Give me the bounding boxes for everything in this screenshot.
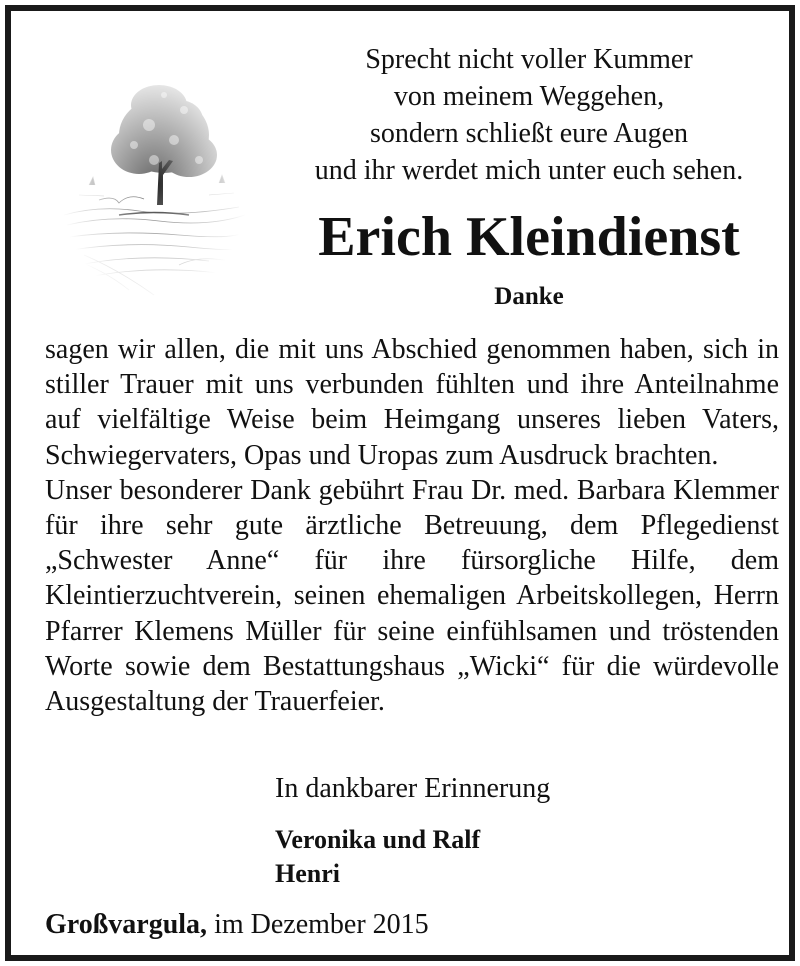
signer-name: Henri <box>275 859 340 888</box>
poem-line: und ihr werdet mich unter euch sehen. <box>314 155 744 186</box>
date: im Dezember 2015 <box>214 909 429 940</box>
thanks-heading: Danke <box>494 283 564 310</box>
poem <box>269 41 789 189</box>
signer-name: Veronika und Ralf <box>275 825 481 854</box>
paragraph: sagen wir allen, die mit uns Abschied genommen haben, sich in stiller Trauer mit uns verbunden fühlten und ihre Anteilnahme auf vielfältige Weise beim Heimgang unseres lieben Vaters, Schwiegervaters, Opas und Uropas zum Ausdruck brachten. <box>45 334 779 471</box>
place-date <box>45 907 429 942</box>
tree-landscape-icon <box>59 65 249 301</box>
obituary-frame <box>5 5 795 961</box>
deceased-name: Erich Kleindienst <box>318 206 740 268</box>
body-text <box>45 332 779 719</box>
signers <box>275 823 480 891</box>
poem-line: sondern schließt eure Augen <box>369 118 689 149</box>
paragraph: Unser besonderer Dank gebührt Frau Dr. med. Barbara Klemmer für ihre sehr gute ärztliche Betreuung, dem Pflegedienst „Schwester Anne“ für ihre fürsorgliche Hilfe, dem Kleintierzuchtverein, seinen ehemaligen Arbeitskollegen, Herrn Pfarrer Klemens Müller für seine einfühlsamen und tröstenden Worte sowie dem Bestattungshaus „Wicki“ für die würdevolle Ausgestaltung der Trauerfeier. <box>45 474 779 718</box>
poem-line: von meinem Weggehen, <box>393 81 665 112</box>
poem-line: Sprecht nicht voller Kummer <box>365 44 693 75</box>
closing-phrase: In dankbarer Erinnerung <box>275 773 551 804</box>
place: Großvargula, <box>45 909 208 940</box>
